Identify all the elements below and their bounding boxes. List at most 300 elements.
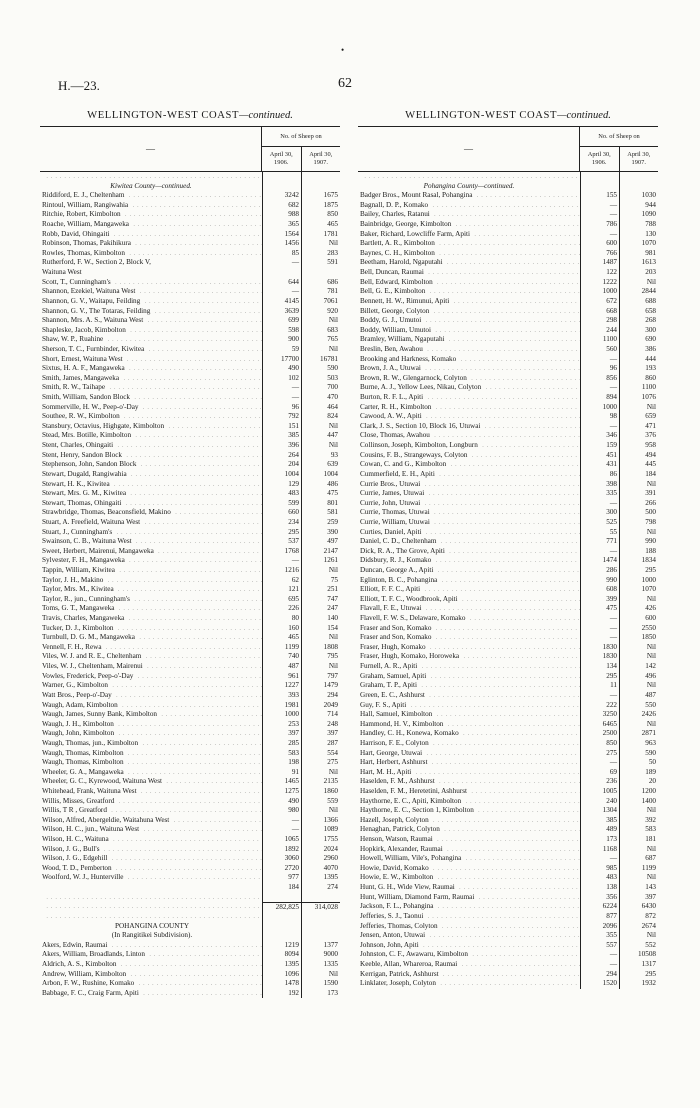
section-heading-text: Pohangina County—continued. — [423, 181, 515, 190]
owner-name: Taylor, R., jun., Cunningham's . . . — [40, 595, 262, 605]
sheep-1907: 1932 — [619, 979, 658, 989]
owner-name: Kerrigan, Patrick, Ashhurst . . . — [358, 970, 580, 980]
left-column — [40, 106, 340, 998]
sheep-1907: 559 — [301, 797, 340, 807]
sheep-1907: 1004 — [301, 470, 340, 480]
table-row — [358, 326, 658, 336]
sheep-1906: — — [580, 691, 619, 701]
owner-name: Shapleske, Jacob, Kimbolton . . . — [40, 326, 262, 336]
sheep-1907 — [301, 912, 340, 922]
sheep-1906: 977 — [262, 873, 301, 883]
sheep-1907: 659 — [619, 412, 658, 422]
table-row — [358, 431, 658, 441]
owner-name: Swainson, C. B., Waituna West . . . — [40, 537, 262, 547]
table-row — [40, 528, 340, 538]
owner-name: Curties, Daniel, Apiti . . . — [358, 528, 580, 538]
table-row — [358, 797, 658, 807]
section-heading-row — [40, 182, 340, 192]
sheep-1907: 1000 — [619, 576, 658, 586]
table-row — [40, 854, 340, 864]
sheep-1906: 1474 — [580, 556, 619, 566]
table-row — [40, 672, 340, 682]
sheep-1907: Nil — [619, 720, 658, 730]
owner-name: Shannon, G. V., The Totaras, Feilding . . . — [40, 307, 262, 317]
sheep-1906: 557 — [580, 941, 619, 951]
table-row — [358, 412, 658, 422]
right-header-group: No. of Sheep on — [580, 127, 658, 147]
owner-name: Howell, William, Vile's, Pohangina . . . — [358, 854, 580, 864]
sheep-1907: 2674 — [619, 922, 658, 932]
sheep-1907: 397 — [301, 729, 340, 739]
owner-name: Waituna West — [42, 268, 82, 277]
sheep-1906: 2096 — [580, 922, 619, 932]
sheep-1906: 961 — [262, 672, 301, 682]
table-row — [358, 806, 658, 816]
sheep-1906: 1395 — [262, 960, 301, 970]
sheep-1906: 1830 — [580, 643, 619, 653]
owner-name: Robinson, Thomas, Pakihikura . . . — [40, 239, 262, 249]
table-row — [40, 845, 340, 855]
owner-name: Fraser, Hugh, Komako . . . — [358, 643, 580, 653]
sheep-1906: 86 — [580, 470, 619, 480]
table-row — [40, 499, 340, 509]
sheep-1906 — [262, 893, 301, 903]
table-row — [40, 287, 340, 297]
table-row — [358, 710, 658, 720]
sheep-1907: 1479 — [301, 681, 340, 691]
owner-name: Keeble, Allan, Whareroa, Raumai . . . — [358, 960, 580, 970]
owner-name: Harrison, F. E., Colyton . . . — [358, 739, 580, 749]
table-row — [40, 979, 340, 989]
sheep-1907: 1070 — [619, 585, 658, 595]
owner-name: Waugh, J. H., Kimbolton . . . — [40, 720, 262, 730]
owner-name: Stansbury, Octavius, Highgate, Kimbolton . . . — [40, 422, 262, 432]
sheep-1907: 2960 — [301, 854, 340, 864]
owner-name: Travis, Charles, Mangaweka . . . — [40, 614, 262, 624]
table-row — [40, 383, 340, 393]
owner-name: Carter, R. H., Kimbolton . . . — [358, 403, 580, 413]
row-label — [40, 893, 262, 903]
sheep-1907: 50 — [619, 758, 658, 768]
table-row — [40, 576, 340, 586]
table-row — [40, 335, 340, 345]
sheep-1907: Nil — [619, 845, 658, 855]
table-row — [358, 643, 658, 653]
sheep-1906: 695 — [262, 595, 301, 605]
sheep-1906: 295 — [262, 528, 301, 538]
owner-name: Rowles, Thomas, Kimbolton . . . — [40, 249, 262, 259]
sheep-1906 — [262, 268, 301, 278]
right-table-body — [358, 172, 658, 989]
sheep-1907: 658 — [619, 307, 658, 317]
sheep-1907: 581 — [301, 508, 340, 518]
table-row — [40, 681, 340, 691]
table-row — [358, 508, 658, 518]
sheep-1906: 17700 — [262, 355, 301, 365]
owner-name: Stent, Henry, Sandon Block . . . — [40, 451, 262, 461]
table-row — [40, 989, 340, 999]
row-label — [40, 172, 262, 182]
sheep-1907: 188 — [619, 547, 658, 557]
table-row — [358, 922, 658, 932]
table-row — [358, 787, 658, 797]
sheep-1906: 988 — [262, 210, 301, 220]
owner-name: Wood, T. D., Pemberton . . . — [40, 864, 262, 874]
owner-name: Sherson, T. C., Furnbinder, Kiwitea . . . — [40, 345, 262, 355]
table-row — [358, 297, 658, 307]
sheep-1906: 282,825 — [262, 902, 301, 912]
sheep-1906: 396 — [262, 441, 301, 451]
owner-name: Sweet, Herbert, Mairenui, Mangaweka . . . — [40, 547, 262, 557]
table-row — [358, 576, 658, 586]
sheep-1906: 1000 — [580, 403, 619, 413]
sheep-1906: 431 — [580, 460, 619, 470]
sheep-1906: 3242 — [262, 191, 301, 201]
sheep-1907: 20 — [619, 777, 658, 787]
owner-name: Akers, William, Broadlands, Linton . . . — [40, 950, 262, 960]
owner-name: Duncan, George A., Apiti . . . — [358, 566, 580, 576]
owner-name: Boddy, G. J., Umutoi . . . — [358, 316, 580, 326]
sheep-1906: 1219 — [262, 941, 301, 951]
owner-name: Daniel, C. D., Cheltenham . . . — [358, 537, 580, 547]
sheep-1906: 699 — [262, 316, 301, 326]
sheep-1906: — — [580, 383, 619, 393]
table-row — [358, 191, 658, 201]
sheep-1907: Nil — [301, 316, 340, 326]
table-row — [40, 720, 340, 730]
table-row — [40, 230, 340, 240]
sheep-1907: 140 — [301, 614, 340, 624]
owner-name: Jefferies, S. J., Taonui . . . — [358, 912, 580, 922]
sheep-1906: 4145 — [262, 297, 301, 307]
section-heading — [358, 182, 580, 192]
sheep-1907 — [619, 182, 658, 192]
sheep-1906: 3250 — [580, 710, 619, 720]
table-row — [358, 595, 658, 605]
table-row — [358, 230, 658, 240]
sheep-1907: 93 — [301, 451, 340, 461]
owner-name: Cawood, A. W., Apiti . . . — [358, 412, 580, 422]
owner-name: Bell, Edward, Kimbolton . . . — [358, 278, 580, 288]
sheep-1907: 142 — [619, 662, 658, 672]
sheep-1907: 444 — [619, 355, 658, 365]
left-header-col-1906: April 30, 1906. — [269, 151, 293, 166]
table-row — [358, 624, 658, 634]
table-row — [40, 643, 340, 653]
table-row — [358, 835, 658, 845]
sheep-1907: 583 — [619, 825, 658, 835]
table-row — [40, 729, 340, 739]
sheep-1906: 483 — [262, 489, 301, 499]
owner-name: Baynes, C. H., Kimbolton . . . — [358, 249, 580, 259]
sheep-1907: 497 — [301, 537, 340, 547]
table-row — [358, 941, 658, 951]
table-row — [358, 537, 658, 547]
owner-name: Rintoul, William, Rangiwahia . . . — [40, 201, 262, 211]
sheep-1906: 490 — [262, 364, 301, 374]
sheep-1907: 1200 — [619, 787, 658, 797]
sheep-1906: 1564 — [262, 230, 301, 240]
sheep-1907: 300 — [619, 326, 658, 336]
owner-name: Guy, F. S., Apiti . . . — [358, 701, 580, 711]
sheep-1906: 489 — [580, 825, 619, 835]
sheep-1907: 700 — [301, 383, 340, 393]
sheep-1907: 268 — [619, 316, 658, 326]
sheep-1906: 122 — [580, 268, 619, 278]
owner-name: Aldrich, A. S., Kimbolton . . . — [40, 960, 262, 970]
owner-name: Roache, William, Mangaweka . . . — [40, 220, 262, 230]
right-table-header — [358, 126, 658, 172]
table-row — [40, 508, 340, 518]
sheep-1907: 248 — [301, 720, 340, 730]
owner-name: Stephenson, John, Sandon Block . . . — [40, 460, 262, 470]
sheep-1906: 398 — [580, 480, 619, 490]
sheep-1906: 346 — [580, 431, 619, 441]
sheep-1907: Nil — [301, 566, 340, 576]
sheep-1907: 963 — [619, 739, 658, 749]
owner-name: Hazell, Joseph, Colyton . . . — [358, 816, 580, 826]
section-heading-row — [358, 182, 658, 192]
sheep-1907: 1400 — [619, 797, 658, 807]
sheep-1906: 1981 — [262, 701, 301, 711]
sheep-1906: 138 — [580, 883, 619, 893]
sheep-1907: 591 — [301, 258, 340, 268]
sheep-1907 — [301, 172, 340, 182]
owner-name: Bennett, H. W., Rimunui, Apiti . . . — [358, 297, 580, 307]
spacer-row — [358, 172, 658, 182]
sheep-1906: 285 — [262, 739, 301, 749]
sheep-1906: 985 — [580, 864, 619, 874]
table-row — [358, 489, 658, 499]
sheep-1906: — — [262, 556, 301, 566]
owner-name: Stewart, H. K., Kiwitea . . . — [40, 480, 262, 490]
table-row — [358, 268, 658, 278]
sheep-1906 — [262, 922, 301, 932]
sheep-1907: 494 — [619, 451, 658, 461]
sheep-1907 — [619, 172, 658, 182]
document-reference: H.—23. — [58, 78, 100, 93]
sheep-1907: Nil — [301, 422, 340, 432]
owner-name: Haythorne, E. C., Apiti, Kimbolton . . . — [358, 797, 580, 807]
table-row — [358, 460, 658, 470]
table-row — [358, 950, 658, 960]
sheep-1907: 189 — [619, 768, 658, 778]
sheep-1906 — [262, 182, 301, 192]
sheep-1907: 1613 — [619, 258, 658, 268]
sheep-1907: 295 — [619, 970, 658, 980]
sheep-1906: 102 — [262, 374, 301, 384]
table-row — [358, 307, 658, 317]
sheep-1906: 451 — [580, 451, 619, 461]
table-row — [40, 422, 340, 432]
owner-name: Stuart, J., Cunningham's . . . — [40, 528, 262, 538]
sheep-1906: 1065 — [262, 835, 301, 845]
left-header-name-column: — — [146, 144, 155, 154]
sheep-1907: 2550 — [619, 624, 658, 634]
sheep-1906: — — [580, 950, 619, 960]
sheep-1906: 1096 — [262, 970, 301, 980]
owner-name: Viles, W. J., Cheltenham, Mairenui . . . — [40, 662, 262, 672]
table-row — [358, 220, 658, 230]
owner-name: Shannon, Mrs. A. S., Waituna West . . . — [40, 316, 262, 326]
owner-name: Dick, R. A., The Grove, Apiti . . . — [358, 547, 580, 557]
sheep-1906: 151 — [262, 422, 301, 432]
owner-name: Arbon, F. W., Rushine, Komako . . . — [40, 979, 262, 989]
owner-name: Graham, T. P., Apiti . . . — [358, 681, 580, 691]
sheep-1907: 259 — [301, 518, 340, 528]
owner-name: Turnbull, D. G. M., Mangaweka . . . — [40, 633, 262, 643]
sheep-1906: 91 — [262, 768, 301, 778]
table-row — [40, 883, 340, 893]
table-row — [358, 701, 658, 711]
owner-name: Waugh, John, Kimbolton . . . — [40, 729, 262, 739]
sheep-1906: 59 — [262, 345, 301, 355]
table-row — [40, 403, 340, 413]
table-row — [358, 210, 658, 220]
table-row — [40, 441, 340, 451]
owner-name: Taylor, J. H., Makino . . . — [40, 576, 262, 586]
owner-name: Hall, Samuel, Kimbolton . . . — [358, 710, 580, 720]
sheep-1907: 714 — [301, 710, 340, 720]
sheep-1907: 75 — [301, 576, 340, 586]
sheep-1907: 872 — [619, 912, 658, 922]
sheep-1907: Nil — [619, 528, 658, 538]
owner-name: Rutherford, F. W., Section 2, Block V, — [42, 258, 151, 267]
sheep-1906: 487 — [262, 662, 301, 672]
sheep-1906: 295 — [580, 672, 619, 682]
sheep-1907: 1860 — [301, 787, 340, 797]
sheep-1907: 1090 — [619, 210, 658, 220]
sheep-1907: 550 — [619, 701, 658, 711]
left-title-main: WELLINGTON-WEST COAST — [87, 110, 240, 121]
sheep-1907: 1675 — [301, 191, 340, 201]
table-row — [40, 950, 340, 960]
sheep-1907: Nil — [619, 480, 658, 490]
sheep-1907: Nil — [619, 652, 658, 662]
sheep-1907: 1366 — [301, 816, 340, 826]
table-row — [40, 873, 340, 883]
table-row — [358, 556, 658, 566]
owner-name: Vowles, Frederick, Peep-o'-Day . . . — [40, 672, 262, 682]
sheep-1907: Nil — [301, 239, 340, 249]
owner-name: Wheeler, G. A., Mangaweka . . . — [40, 768, 262, 778]
sheep-1906: — — [262, 393, 301, 403]
sheep-1906: 397 — [262, 729, 301, 739]
spacer-row — [40, 912, 340, 922]
table-row — [358, 662, 658, 672]
sheep-1906: 240 — [580, 797, 619, 807]
table-row — [358, 345, 658, 355]
table-row — [40, 585, 340, 595]
owner-name: Bartlett, A. R., Kimbolton . . . — [358, 239, 580, 249]
table-row — [40, 249, 340, 259]
owner-name: Watt Bros., Peep-o'-Day . . . — [40, 691, 262, 701]
sheep-1907: 295 — [619, 566, 658, 576]
owner-name: Hart, Herbert, Ashhurst . . . — [358, 758, 580, 768]
table-row — [40, 547, 340, 557]
sheep-1906: 583 — [262, 749, 301, 759]
table-row — [358, 403, 658, 413]
sheep-1907: Nil — [301, 441, 340, 451]
sheep-1906: — — [262, 383, 301, 393]
section-heading-text: Kiwitea County—continued. — [110, 181, 192, 190]
sheep-1906: 184 — [262, 883, 301, 893]
table-row — [358, 931, 658, 941]
table-row — [40, 835, 340, 845]
sheep-1906: 173 — [580, 835, 619, 845]
sheep-1906: 399 — [580, 595, 619, 605]
owner-name: Boddy, William, Umutoi . . . — [358, 326, 580, 336]
sheep-1906: 11 — [580, 681, 619, 691]
sheep-1907: 7061 — [301, 297, 340, 307]
table-row — [40, 201, 340, 211]
sheep-1906 — [262, 912, 301, 922]
owner-name: Hart, M. H., Apiti . . . — [358, 768, 580, 778]
owner-name: Collinson, Joseph, Kimbolton, Longburn . . . — [358, 441, 580, 451]
sheep-1907: 173 — [301, 989, 340, 999]
left-column-title — [40, 106, 340, 126]
sheep-1906: 134 — [580, 662, 619, 672]
owner-name: Toms, G. T., Mangaweka . . . — [40, 604, 262, 614]
table-row — [40, 816, 340, 826]
sheep-1906: — — [580, 422, 619, 432]
owner-name: Scott, T., Cunningham's . . . — [40, 278, 262, 288]
sheep-1907: 1781 — [301, 230, 340, 240]
sheep-1907: Nil — [619, 931, 658, 941]
table-row — [358, 355, 658, 365]
sheep-1907: 4070 — [301, 864, 340, 874]
left-table-header — [40, 126, 340, 172]
table-row — [40, 470, 340, 480]
sheep-1906: 771 — [580, 537, 619, 547]
sheep-1907: Nil — [301, 662, 340, 672]
sheep-1906: 792 — [262, 412, 301, 422]
sheep-1906: 766 — [580, 249, 619, 259]
sheep-1906: 393 — [262, 691, 301, 701]
sheep-1907: 1317 — [619, 960, 658, 970]
table-row — [358, 547, 658, 557]
sheep-1907: 958 — [619, 441, 658, 451]
table-row — [358, 278, 658, 288]
sheep-1906: 1487 — [580, 258, 619, 268]
sheep-1906: 1227 — [262, 681, 301, 691]
table-row — [358, 816, 658, 826]
owner-name: Bagnall, D. P., Komako . . . — [358, 201, 580, 211]
owner-name: Brown, R. W., Glengarnock, Colyton . . . — [358, 374, 580, 384]
sheep-1906: 600 — [580, 239, 619, 249]
sheep-1906 — [580, 172, 619, 182]
table-row — [358, 960, 658, 970]
table-row — [40, 662, 340, 672]
owner-name: Whitehead, Frank, Waituna West . . . — [40, 787, 262, 797]
sheep-1907: 600 — [619, 614, 658, 624]
sheep-1906: 6465 — [580, 720, 619, 730]
owner-name — [40, 883, 262, 893]
owner-name: Southee, R. W., Kimbolton . . . — [40, 412, 262, 422]
sheep-1906: — — [262, 816, 301, 826]
table-row — [358, 902, 658, 912]
sheep-1907: 824 — [301, 412, 340, 422]
owner-name: Badger Bros., Mount Rasal, Pohangina . . . — [358, 191, 580, 201]
sheep-1906: 877 — [580, 912, 619, 922]
sheep-1906: — — [580, 854, 619, 864]
table-row — [358, 422, 658, 432]
left-header-sheep-block — [261, 127, 340, 171]
sheep-1907: 247 — [301, 604, 340, 614]
sheep-1907: 1261 — [301, 556, 340, 566]
sheep-1906: 1199 — [262, 643, 301, 653]
table-row — [358, 893, 658, 903]
